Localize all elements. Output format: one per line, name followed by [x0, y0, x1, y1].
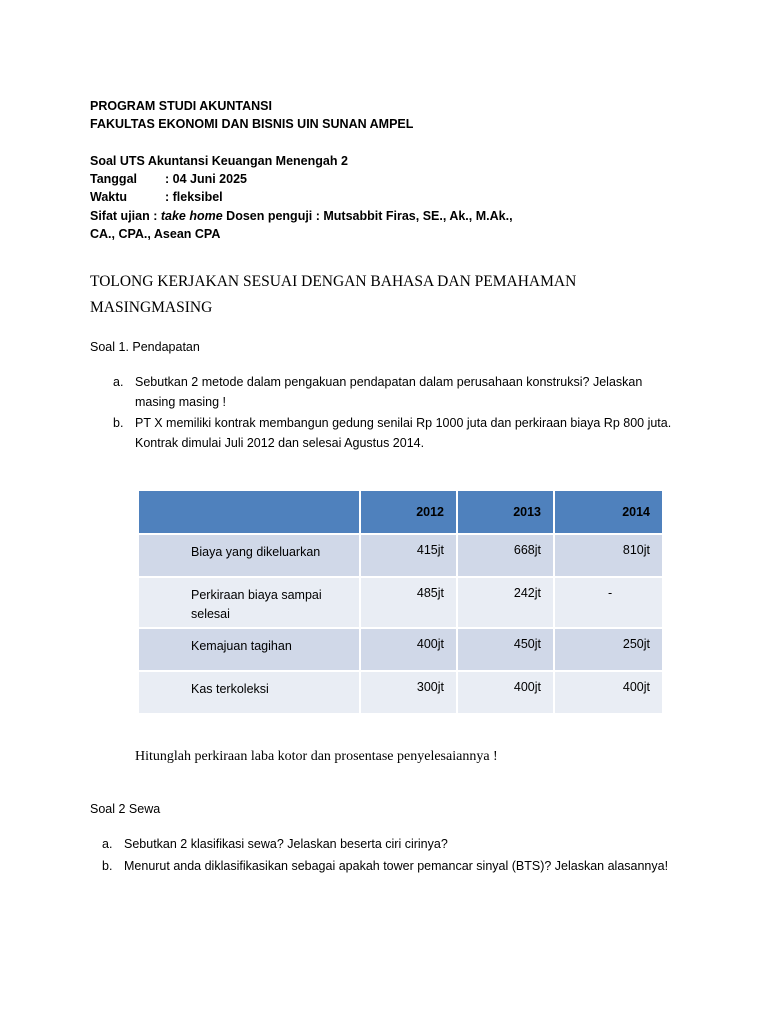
table-header-row: [139, 491, 662, 533]
soal1-item-b-line2: Kontrak dimulai Juli 2012 dan selesai Agustus 2014.: [135, 436, 425, 450]
soal2-title: Soal 2 Sewa: [90, 802, 161, 816]
row-label: Kemajuan tagihan: [139, 629, 359, 670]
dosen-continued: CA., CPA., Asean CPA: [90, 227, 221, 241]
row-value-2013: 668jt: [458, 535, 553, 576]
dosen-text: Dosen penguji : Mutsabbit Firas, SE., Ak., M.Ak.,: [222, 209, 513, 223]
soal1-title: Soal 1. Pendapatan: [90, 340, 200, 354]
row-value-2012: 415jt: [361, 535, 456, 576]
row-label: Kas terkoleksi: [139, 672, 359, 713]
table-row: [139, 672, 662, 713]
soal1-item-a-line2: masing masing !: [135, 395, 227, 409]
table-header-2014: 2014: [555, 491, 662, 533]
waktu-line: [90, 188, 223, 206]
soal2-item-b-marker: b.: [102, 859, 113, 873]
row-value-2014: 810jt: [555, 535, 662, 576]
exam-title: Soal UTS Akuntansi Keuangan Menengah 2: [90, 154, 348, 168]
waktu-value: : fleksibel: [165, 190, 223, 204]
sifat-line: [90, 207, 513, 225]
table-row: [139, 535, 662, 576]
row-label: Perkiraan biaya sampai selesai: [139, 578, 359, 627]
soal2-item-a-text: Sebutkan 2 klasifikasi sewa? Jelaskan beserta ciri cirinya?: [124, 837, 448, 851]
soal1-item-a-marker: a.: [113, 375, 124, 389]
sifat-value: take home: [160, 209, 223, 223]
soal1-item-a-line1: Sebutkan 2 metode dalam pengakuan pendapatan dalam perusahaan konstruksi? Jelaskan: [135, 375, 643, 389]
instruction-line-2: MASINGMASING: [90, 299, 213, 316]
tanggal-line: [90, 170, 247, 188]
row-value-2013: 242jt: [458, 578, 553, 627]
row-value-2014: 250jt: [555, 629, 662, 670]
row-value-2014: -: [555, 578, 662, 627]
row-value-2013: 450jt: [458, 629, 553, 670]
table-header-2012: 2012: [361, 491, 456, 533]
calculation-question: Hitunglah perkiraan laba kotor dan prosentase penyelesaiannya !: [135, 749, 498, 764]
table-row: [139, 578, 662, 627]
tanggal-label: Tanggal: [90, 172, 137, 186]
table-row: [139, 629, 662, 670]
row-value-2013: 400jt: [458, 672, 553, 713]
table-header-2013: 2013: [458, 491, 553, 533]
instruction-line-1: TOLONG KERJAKAN SESUAI DENGAN BAHASA DAN PEMAHAMAN: [90, 273, 577, 290]
program-studi-heading: PROGRAM STUDI AKUNTANSI: [90, 99, 272, 113]
row-value-2012: 485jt: [361, 578, 456, 627]
faculty-heading: FAKULTAS EKONOMI DAN BISNIS UIN SUNAN AMPEL: [90, 117, 414, 131]
contract-table: [137, 489, 664, 715]
row-value-2012: 400jt: [361, 629, 456, 670]
row-label: Biaya yang dikeluarkan: [139, 535, 359, 576]
soal2-item-b-text: Menurut anda diklasifikasikan sebagai apakah tower pemancar sinyal (BTS)? Jelaskan alasannya!: [124, 859, 669, 873]
sifat-label: Sifat ujian :: [90, 209, 161, 223]
soal1-item-b-marker: b.: [113, 416, 124, 430]
row-value-2012: 300jt: [361, 672, 456, 713]
waktu-label: Waktu: [90, 190, 128, 204]
soal1-item-b-line1: PT X memiliki kontrak membangun gedung senilai Rp 1000 juta dan perkiraan biaya Rp 800 juta.: [135, 416, 672, 430]
soal2-item-a-marker: a.: [102, 837, 113, 851]
row-value-2014: 400jt: [555, 672, 662, 713]
table-header-empty: [139, 491, 359, 533]
tanggal-value: : 04 Juni 2025: [165, 172, 247, 186]
